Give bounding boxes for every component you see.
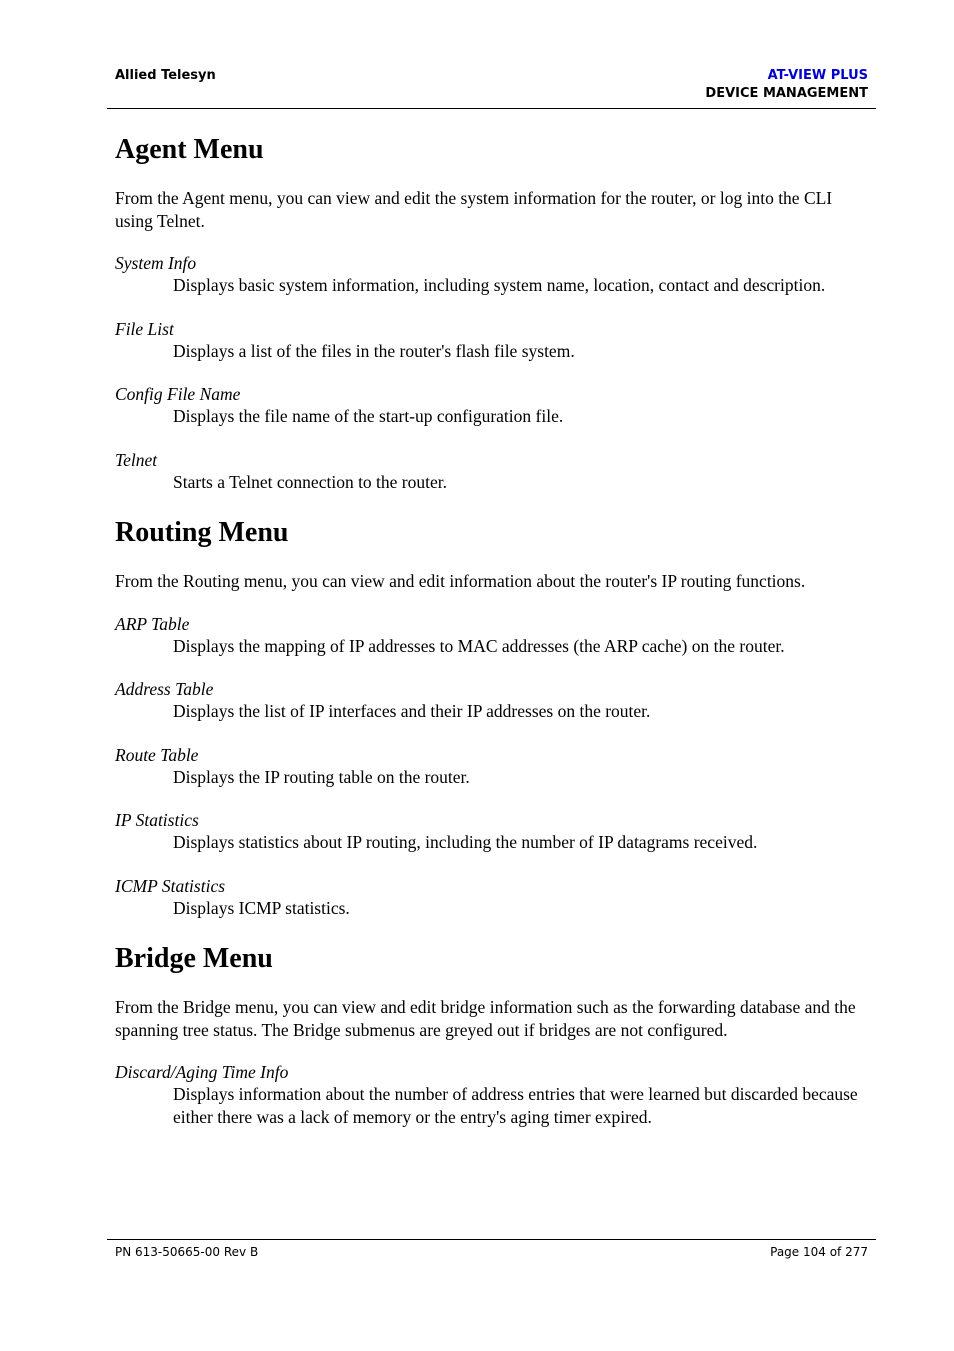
definition-term: System Info <box>115 253 197 273</box>
definition-term: ICMP Statistics <box>115 875 226 896</box>
definition-term: Address Table <box>115 679 214 699</box>
definition-item <box>115 809 865 854</box>
definition-item <box>115 449 865 494</box>
definition-desc: Displays basic system information, including system name, location, contact and description. <box>173 275 826 295</box>
definition-desc: Displays the IP routing table on the router. <box>173 766 470 787</box>
definition-term: Config File Name <box>115 384 241 404</box>
definition-item <box>115 875 865 920</box>
definition-item <box>115 1061 865 1128</box>
section-intro: From the Bridge menu, you can view and edit bridge information such as the forwarding database and the spanning tree status. The Bridge submenus are greyed out if bridges are not configured. <box>115 997 856 1040</box>
definition-item <box>115 613 865 658</box>
document-body <box>115 130 865 1149</box>
definition-desc: Displays the mapping of IP addresses to MAC addresses (the ARP cache) on the router. <box>173 635 785 656</box>
definition-item <box>115 383 865 428</box>
section-title-bridge-menu: Bridge Menu <box>115 943 273 974</box>
definition-term: IP Statistics <box>115 810 199 830</box>
definition-desc: Displays a list of the files in the router's flash file system. <box>173 340 575 361</box>
definition-desc: Displays ICMP statistics. <box>173 897 350 918</box>
page-footer <box>107 1239 876 1259</box>
section-name: DEVICE MANAGEMENT <box>705 86 868 101</box>
definition-item <box>115 744 865 789</box>
definition-term: Discard/Aging Time Info <box>115 1062 289 1082</box>
definition-term: Telnet <box>115 449 158 470</box>
section-intro: From the Agent menu, you can view and edit the system information for the router, or log into the CLI using Telnet. <box>115 188 833 231</box>
definition-item <box>115 318 865 363</box>
definition-term: File List <box>115 318 174 339</box>
part-number: PN 613-50665-00 Rev B <box>115 1245 259 1259</box>
page-header <box>107 66 876 109</box>
definition-desc: Starts a Telnet connection to the router. <box>173 471 448 492</box>
definition-desc: Displays the file name of the start-up configuration file. <box>173 406 564 426</box>
definition-item <box>115 252 865 297</box>
product-name: AT-VIEW PLUS <box>767 68 868 83</box>
section-intro: From the Routing menu, you can view and edit information about the router's IP routing functions. <box>115 571 806 591</box>
definition-desc: Displays statistics about IP routing, including the number of IP datagrams received. <box>173 832 758 852</box>
page-number: Page 104 of 277 <box>770 1245 868 1259</box>
definition-desc: Displays information about the number of address entries that were learned but discarded because either there was a lack of memory or the entry's aging timer expired. <box>173 1084 858 1127</box>
section-title-agent-menu: Agent Menu <box>115 134 264 165</box>
section-title-routing-menu: Routing Menu <box>115 517 289 548</box>
definition-term: Route Table <box>115 744 199 765</box>
definition-desc: Displays the list of IP interfaces and their IP addresses on the router. <box>173 701 651 721</box>
definition-item <box>115 678 865 723</box>
definition-term: ARP Table <box>115 613 190 634</box>
company-name: Allied Telesyn <box>115 68 216 83</box>
